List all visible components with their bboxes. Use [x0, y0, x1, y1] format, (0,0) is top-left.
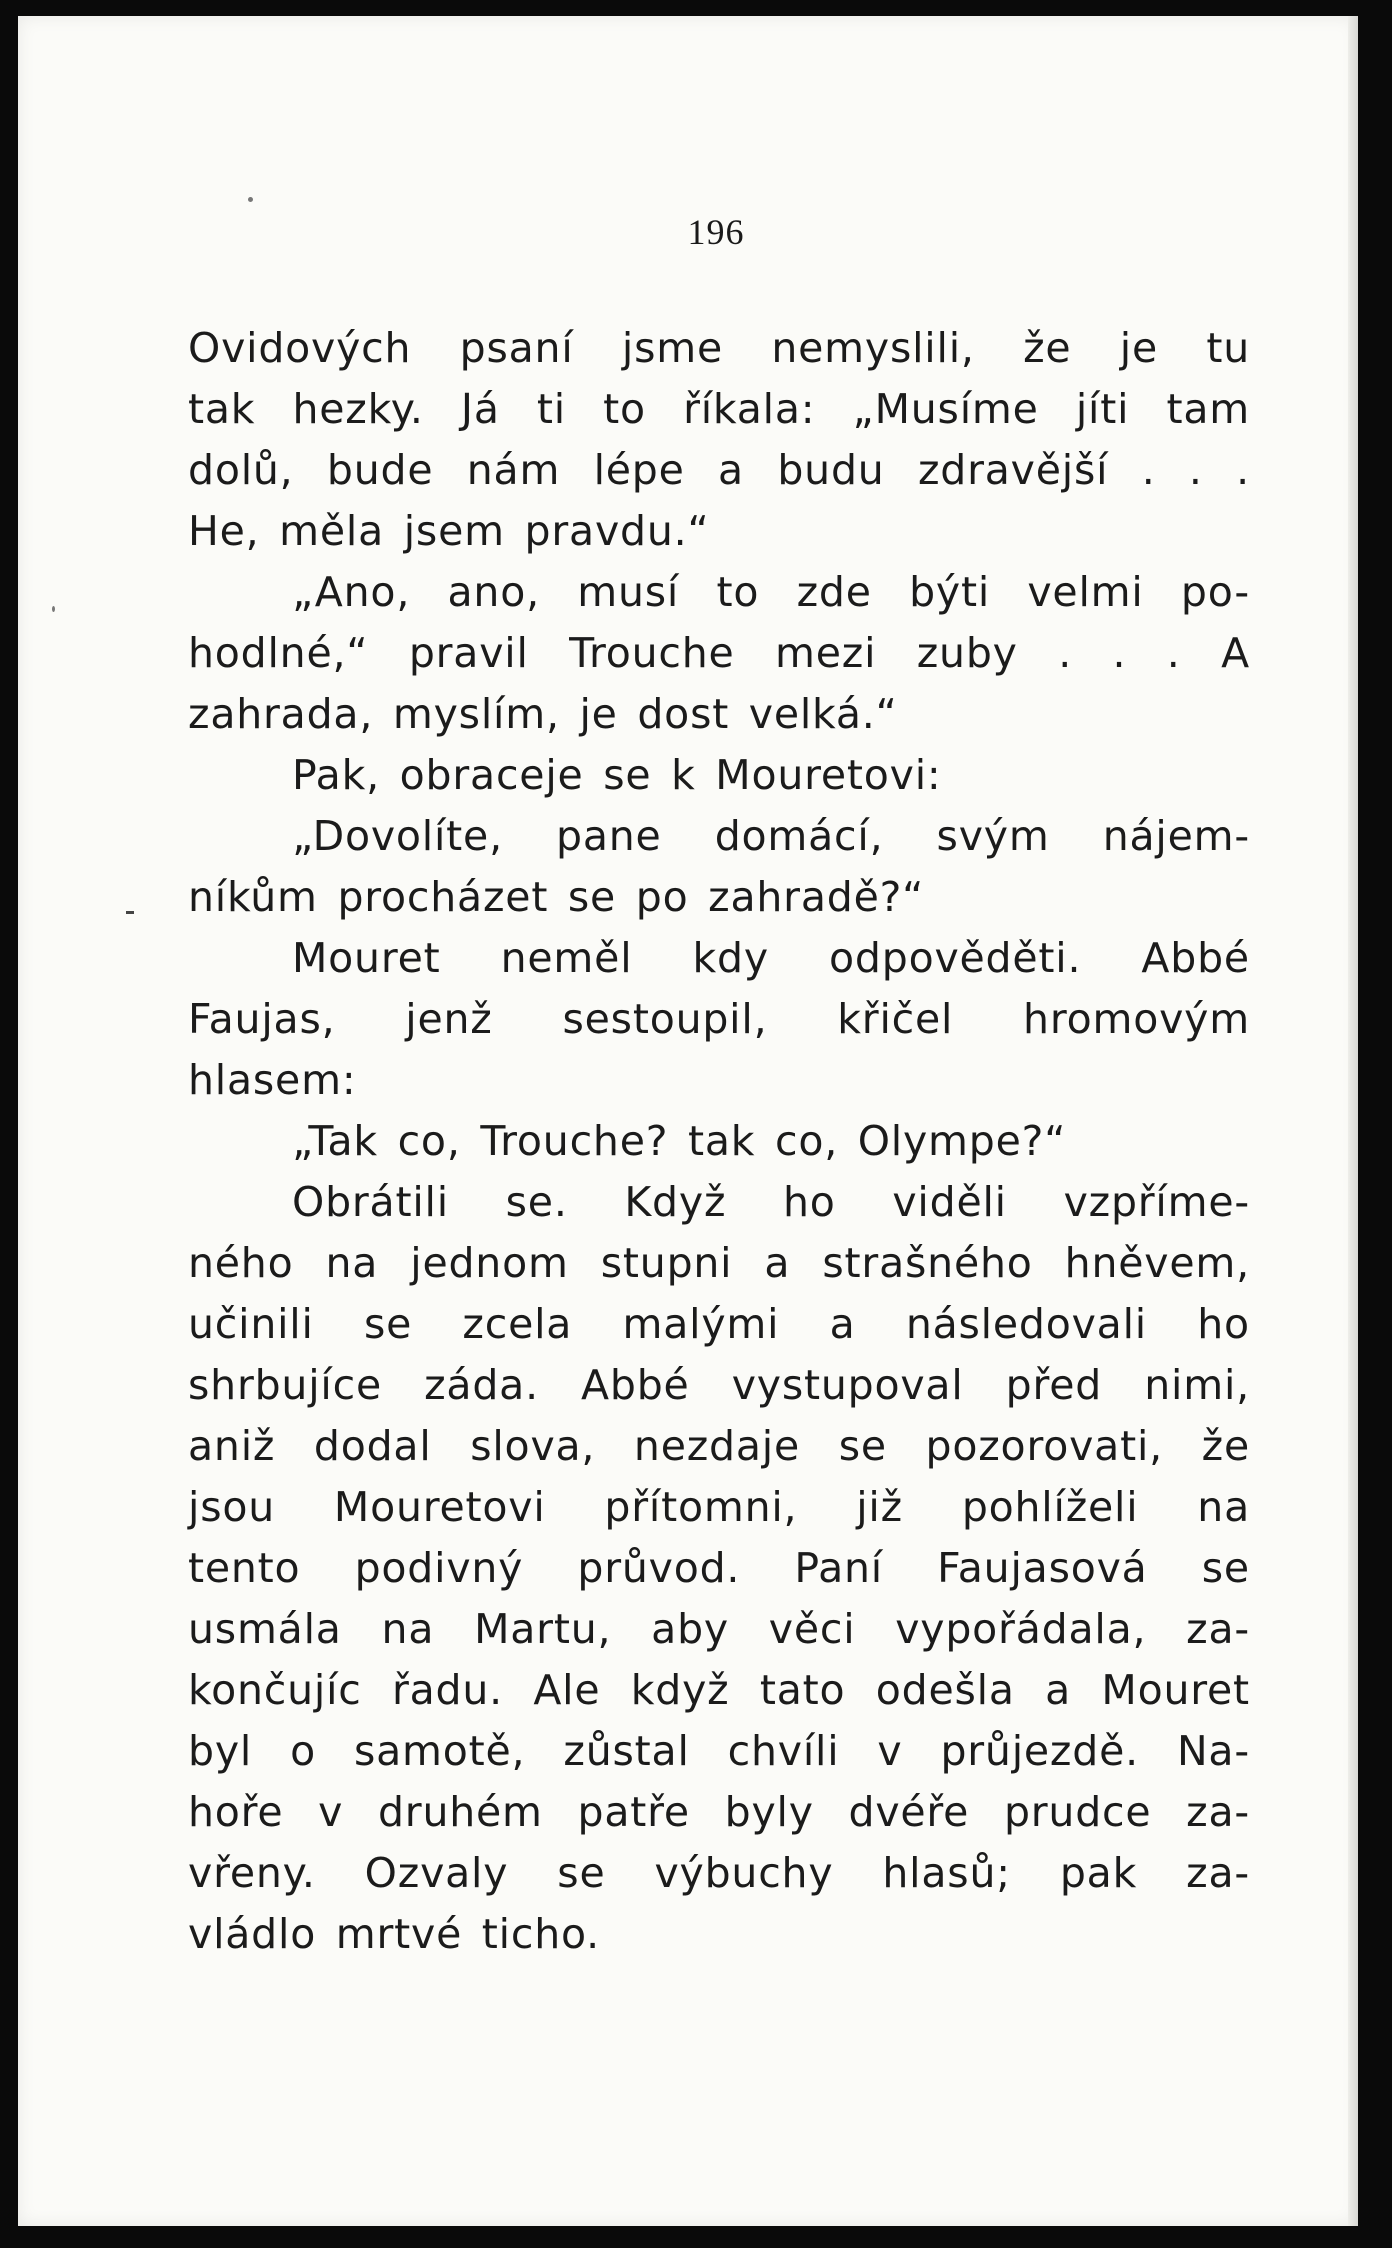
word: Trouche [569, 629, 735, 677]
text-line [188, 989, 1250, 1050]
word: hodlné,“ [188, 629, 369, 677]
word: odpověděti. [829, 934, 1082, 982]
page-edge [1348, 16, 1358, 2226]
word: dodal [313, 1422, 432, 1470]
text-line [188, 1782, 1250, 1843]
word: . [1112, 629, 1127, 677]
margin-mark [126, 911, 134, 914]
word: Ozvaly [364, 1849, 509, 1897]
word: po- [1180, 568, 1250, 616]
word: byly [724, 1788, 814, 1836]
page-number: 196 [687, 212, 745, 252]
word: záda. [424, 1361, 539, 1409]
word: Mouret [1101, 1666, 1250, 1714]
word: již [856, 1483, 903, 1531]
word: He, [188, 507, 260, 555]
word: podivný [354, 1544, 524, 1592]
word: za- [1186, 1605, 1250, 1653]
body-text [188, 318, 1250, 1965]
text-line [188, 1294, 1250, 1355]
word: se [603, 751, 652, 799]
word: zuby [916, 629, 1018, 677]
word: řadu. [391, 1666, 503, 1714]
text-line [188, 440, 1250, 501]
text-line [188, 1843, 1250, 1904]
text-line [188, 745, 1250, 806]
word: myslím, [392, 690, 560, 738]
text-line [188, 623, 1250, 684]
word: Pak, [292, 751, 380, 799]
word: velmi [1027, 568, 1144, 616]
word: kdy [692, 934, 769, 982]
word: Faujasová [937, 1544, 1148, 1592]
text-line [188, 684, 1250, 745]
word: chvíli [727, 1727, 840, 1775]
word: druhém [377, 1788, 543, 1836]
word: jíti [1075, 385, 1130, 433]
word: jednom [410, 1239, 569, 1287]
ink-speck [248, 197, 253, 202]
word: tu [1206, 324, 1250, 372]
word: tato [759, 1666, 846, 1714]
word: na [381, 1605, 435, 1653]
word: slova, [470, 1422, 596, 1470]
text-line [188, 501, 1250, 562]
word: jsem [403, 507, 505, 555]
word: výbuchy [654, 1849, 834, 1897]
word: se. [505, 1178, 568, 1226]
word: hoře [188, 1788, 284, 1836]
word: shrbujíce [188, 1361, 382, 1409]
word: měla [279, 507, 385, 555]
word: prudce [1003, 1788, 1152, 1836]
book-page [18, 16, 1358, 2226]
word: býti [909, 568, 991, 616]
word: ho [1197, 1300, 1250, 1348]
word: mezi [775, 629, 877, 677]
word: ho [782, 1178, 836, 1226]
word: „Tak [292, 1117, 378, 1165]
word: . [1236, 446, 1250, 494]
word: Trouche? [480, 1117, 669, 1165]
text-line [188, 928, 1250, 989]
word: tento [188, 1544, 301, 1592]
word: co, [774, 1117, 839, 1165]
word: samotě, [353, 1727, 526, 1775]
word: Paní [794, 1544, 883, 1592]
ink-speck [52, 606, 55, 612]
word: pane [556, 812, 662, 860]
word: na [1197, 1483, 1250, 1531]
word: malými [622, 1300, 780, 1348]
word: a [718, 446, 744, 494]
word: nezdaje [633, 1422, 801, 1470]
word: Já [460, 385, 500, 433]
word: že [1201, 1422, 1250, 1470]
word: zde [796, 568, 872, 616]
word: se [567, 873, 617, 921]
word: je [1119, 324, 1158, 372]
word: hlasů; [882, 1849, 1011, 1897]
word: jenž [405, 995, 493, 1043]
word: usmála [188, 1605, 342, 1653]
word: zahradě?“ [708, 873, 925, 921]
word: to [603, 385, 646, 433]
word: se [1201, 1544, 1250, 1592]
text-line [188, 1172, 1250, 1233]
word: Když [624, 1178, 727, 1226]
word: . [1058, 629, 1073, 677]
word: zahrada, [188, 690, 374, 738]
word: průvod. [577, 1544, 741, 1592]
word: neměl [500, 934, 633, 982]
word: dost [637, 690, 730, 738]
word: „Musíme [852, 385, 1039, 433]
word: níkům [188, 873, 318, 921]
word: Ale [533, 1666, 601, 1714]
word: budu [777, 446, 885, 494]
word: za- [1186, 1788, 1250, 1836]
text-line [188, 1050, 1250, 1111]
word: přítomni, [604, 1483, 798, 1531]
word: po [635, 873, 689, 921]
text-line [188, 1660, 1250, 1721]
word: končujíc [188, 1666, 362, 1714]
word: se [838, 1422, 887, 1470]
word: vzpříme- [1063, 1178, 1250, 1226]
word: na [325, 1239, 379, 1287]
word: v [877, 1727, 903, 1775]
text-line [188, 1355, 1250, 1416]
word: a [829, 1300, 856, 1348]
word: procházet [337, 873, 549, 921]
word: zdravější [917, 446, 1109, 494]
word: Na- [1176, 1727, 1250, 1775]
word: hněvem, [1064, 1239, 1250, 1287]
word: tak [188, 385, 256, 433]
word: co, [397, 1117, 461, 1165]
word: ano, [447, 568, 540, 616]
word: byl [188, 1727, 253, 1775]
word: o [290, 1727, 316, 1775]
word: zůstal [563, 1727, 690, 1775]
text-line [188, 379, 1250, 440]
word: musí [577, 568, 680, 616]
text-line [188, 1904, 1250, 1965]
word: Mouretovi [333, 1483, 546, 1531]
word: jsme [621, 324, 723, 372]
word: říkala: [683, 385, 816, 433]
word: nám [466, 446, 561, 494]
word: strašného [822, 1239, 1033, 1287]
word: vřeny. [188, 1849, 316, 1897]
word: nimi, [1144, 1361, 1250, 1409]
word: aby [651, 1605, 729, 1653]
word: patře [577, 1788, 690, 1836]
word: velká.“ [748, 690, 898, 738]
word: vládlo [188, 1910, 317, 1958]
word: pozorovati, [925, 1422, 1163, 1470]
word: tak [687, 1117, 756, 1165]
word: vystupoval [731, 1361, 964, 1409]
text-line [188, 1111, 1250, 1172]
word: Abbé [581, 1361, 690, 1409]
word: Faujas, [188, 995, 336, 1043]
word: pak [1059, 1849, 1138, 1897]
word: jsou [188, 1483, 276, 1531]
text-line [188, 318, 1250, 379]
word: se [363, 1300, 413, 1348]
word: viděli [892, 1178, 1007, 1226]
word: věci [768, 1605, 856, 1653]
text-line [188, 1721, 1250, 1782]
word: Ovidových [188, 324, 412, 372]
word: hezky. [292, 385, 424, 433]
word: když [630, 1666, 730, 1714]
word: a [764, 1239, 791, 1287]
word: ti [536, 385, 566, 433]
word: nemyslili, [771, 324, 975, 372]
word: sestoupil, [562, 995, 768, 1043]
word: v [318, 1788, 344, 1836]
word: Martu, [474, 1605, 612, 1653]
word: následovali [905, 1300, 1147, 1348]
word: průjezdě. [940, 1727, 1139, 1775]
text-line [188, 562, 1250, 623]
word: Obrátili [292, 1178, 449, 1226]
word: hromovým [1023, 995, 1250, 1043]
word: hlasem: [188, 1056, 357, 1104]
text-line [188, 1599, 1250, 1660]
word: pohlíželi [961, 1483, 1139, 1531]
word: odešla [875, 1666, 1015, 1714]
word: že [1023, 324, 1072, 372]
word: za- [1186, 1849, 1250, 1897]
word: „Ano, [292, 568, 411, 616]
word: křičel [837, 995, 954, 1043]
word: psaní [459, 324, 574, 372]
word: dolů, [188, 446, 294, 494]
text-line [188, 1416, 1250, 1477]
word: domácí, [714, 812, 884, 860]
word: a [1045, 1666, 1072, 1714]
word: obraceje [399, 751, 584, 799]
word: svým [936, 812, 1050, 860]
word: ticho. [481, 1910, 600, 1958]
word: „Dovolíte, [292, 812, 503, 860]
word: pravdu.“ [524, 507, 710, 555]
word: je [579, 690, 618, 738]
word: Olympe?“ [857, 1117, 1067, 1165]
word: . [1166, 629, 1181, 677]
text-line [188, 1477, 1250, 1538]
word: se [557, 1849, 606, 1897]
word: nájem- [1102, 812, 1250, 860]
word: učinili [188, 1300, 314, 1348]
word: to [716, 568, 760, 616]
word: bude [326, 446, 434, 494]
word: Abbé [1141, 934, 1250, 982]
word: dvéře [848, 1788, 970, 1836]
word: vypořádala, [895, 1605, 1147, 1653]
word: lépe [593, 446, 685, 494]
word: A [1221, 629, 1250, 677]
word: tam [1166, 385, 1250, 433]
text-line [188, 867, 1250, 928]
text-line [188, 806, 1250, 867]
word: Mouret [292, 934, 441, 982]
word: . [1141, 446, 1156, 494]
word: před [1005, 1361, 1103, 1409]
text-line [188, 1538, 1250, 1599]
word: aniž [188, 1422, 276, 1470]
word: mrtvé [335, 1910, 463, 1958]
word: k [671, 751, 696, 799]
word: ného [188, 1239, 294, 1287]
text-line [188, 1233, 1250, 1294]
word: zcela [462, 1300, 573, 1348]
word: Mouretovi: [715, 751, 942, 799]
word: pravil [408, 629, 529, 677]
word: stupni [600, 1239, 733, 1287]
word: . [1188, 446, 1203, 494]
